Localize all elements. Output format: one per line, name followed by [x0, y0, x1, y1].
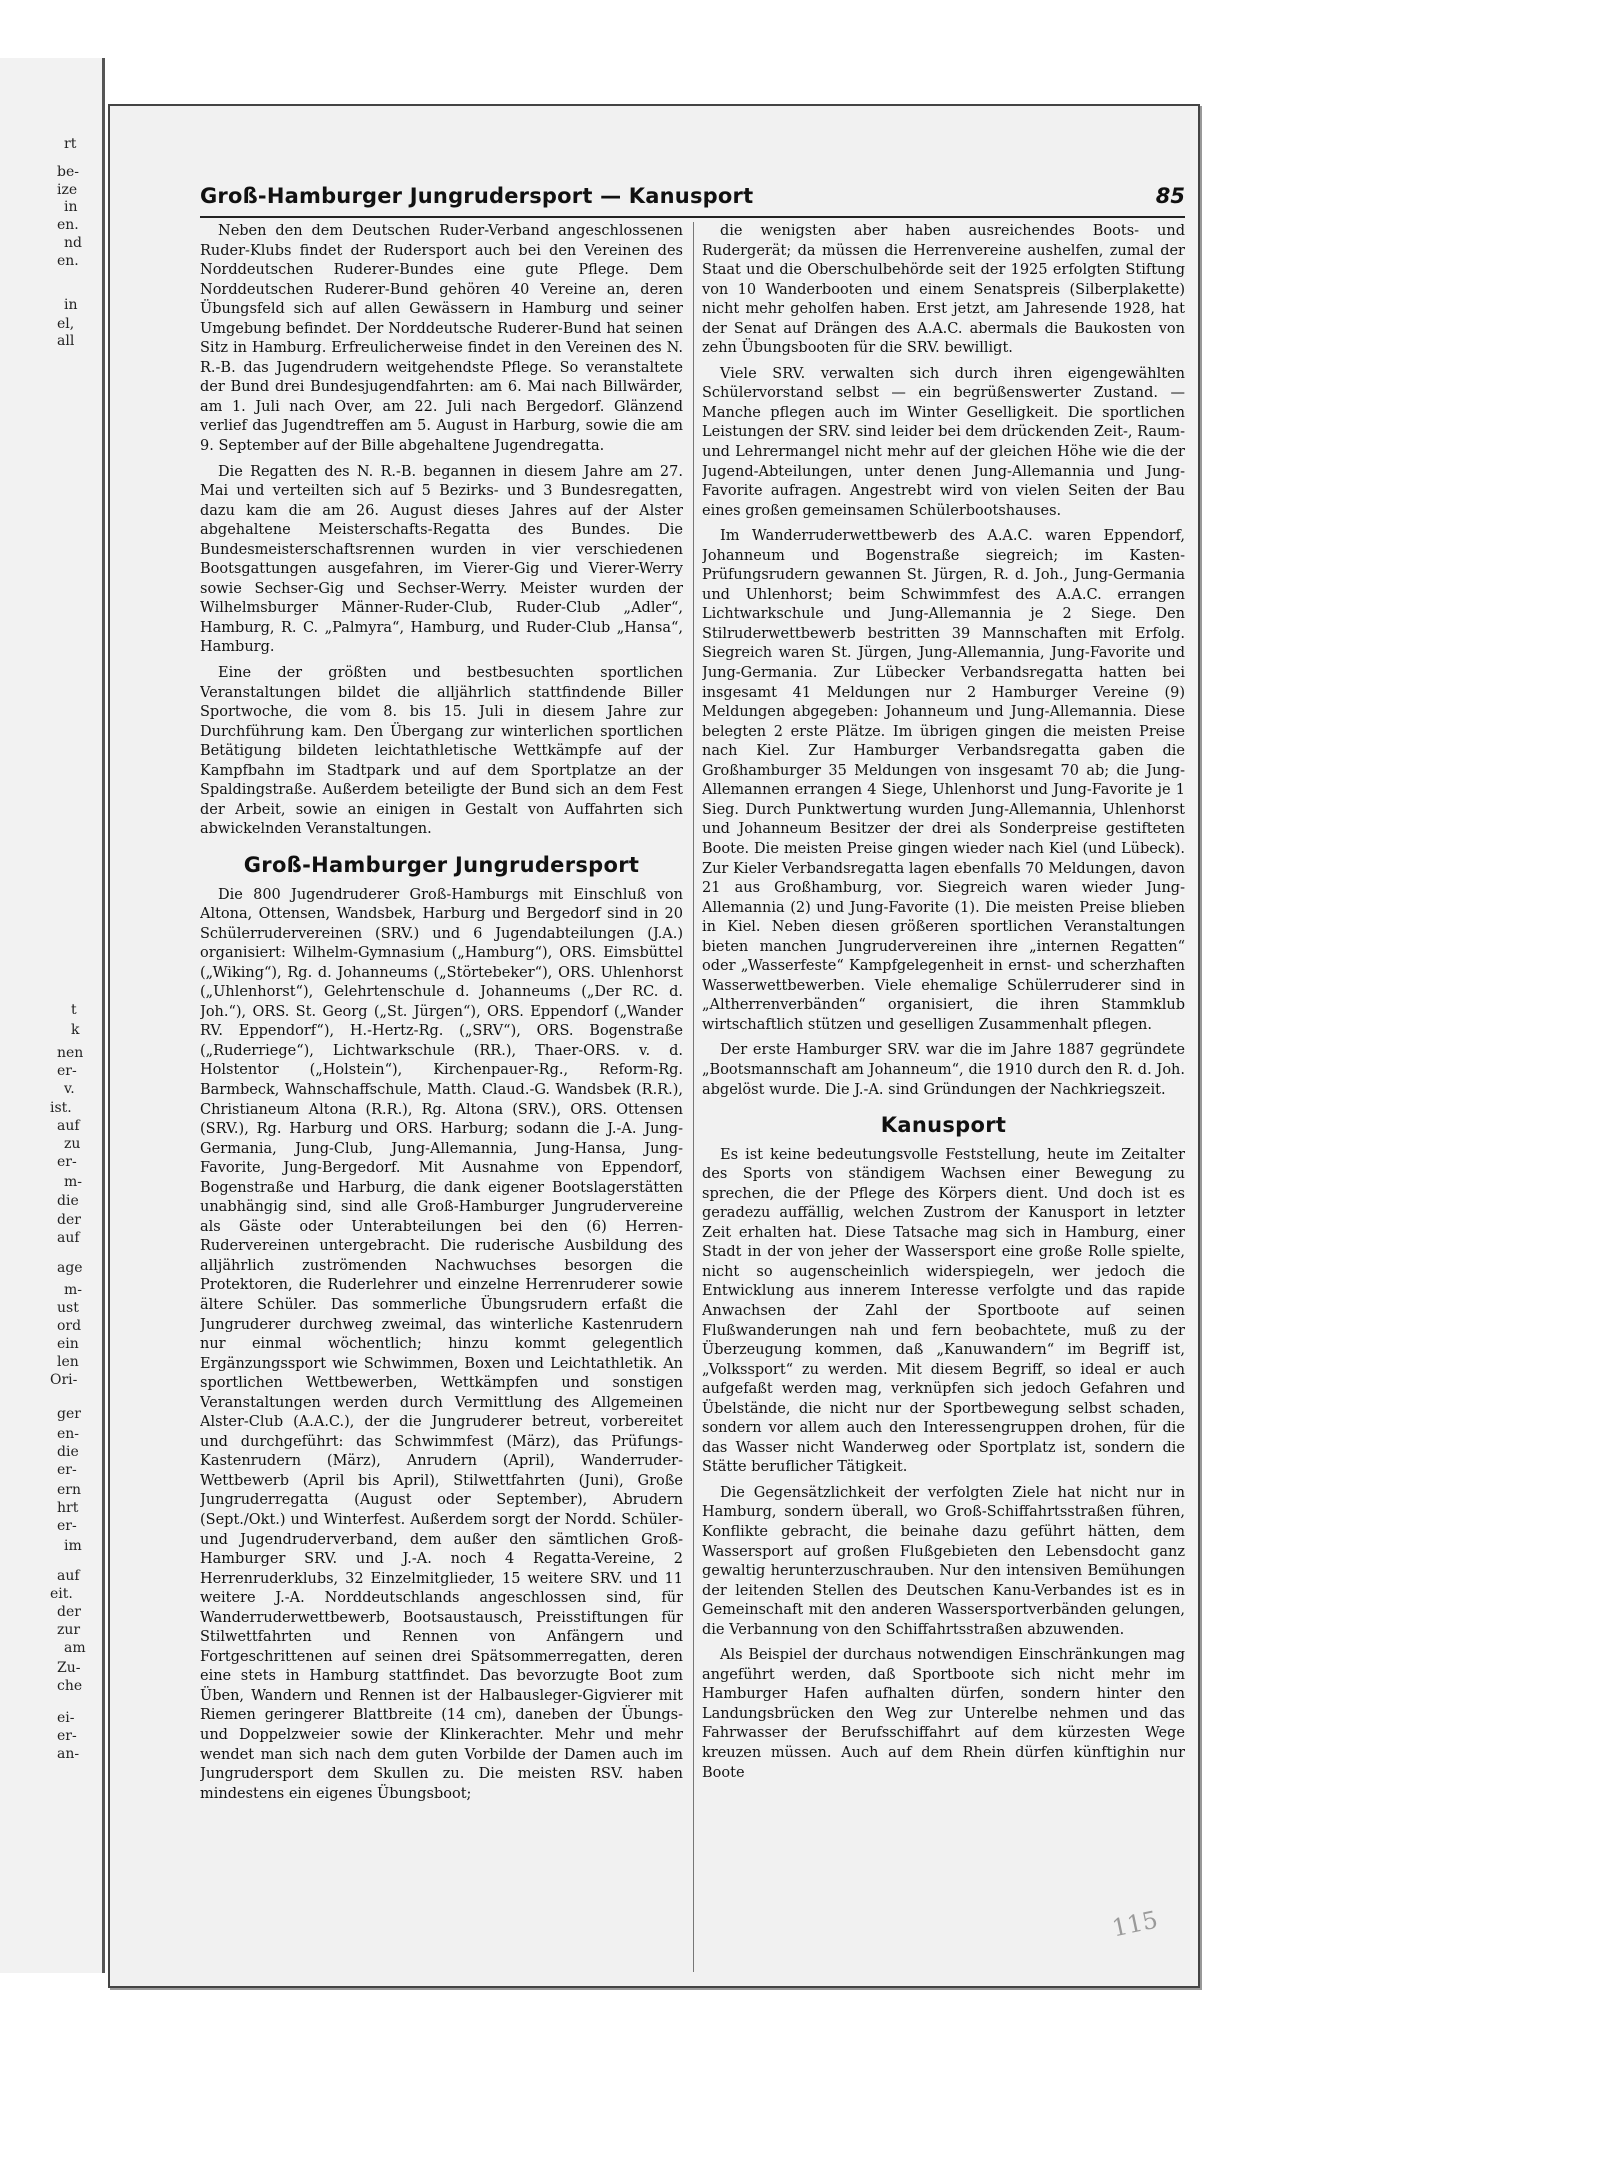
paragraph: Die 800 Jugendruderer Groß-Hamburgs mit Einschluß von Altona, Ottensen, Wandsbek, Harburg und Bergedorf sind in 20 Schülerrudervereinen (SRV.) und 6 Jugendabteilungen (J.A.) organisiert: Wilhelm-Gymnasium („Hamburg“), ORS. Eimsbüttel („Wiking“), Rg. d. Johanneums („Störtebeker“), ORS. Uhlenhorst („Uhlenhorst“), Gelehrtenschule d. Johanneums („Der RC. d. Joh.“), ORS. St. Georg („St. Jürgen“), ORS. Eppendorf („Wander RV. Eppendorf“), H.-Hertz-Rg. („SRV“), ORS. Bogenstraße („Ruderriege“), Lichtwarkschule (RR.), Thaer-ORS. v. d. Holstentor („Holstein“), Kirchenpauer-Rg., Reform-Rg. Barmbeck, Wahnschaffschule, Matth. Claud.-G. Wandsbek (R.R.), Christianeum Altona (R.R.), Rg. Altona (SRV.), ORS. Ottensen (SRV.), Rg. Harburg und ORS. Harburg; sodann die J.-A. Jung-Germania, Jung-Club, Jung-Allemannia, Jung-Hansa, Jung-Favorite, Jung-Bergedorf. Mit Ausnahme von Eppendorf, Bogenstraße und Harburg, die dank eigener Bootslagerstätten unabhängig sind, sind alle Groß-Hamburger Jungrudervereine als Gäste oder Unterabteilungen bei den (6) Herren-Rudervereinen untergebracht. Die ruderische Ausbildung des alljährlich zuströmenden Nachwuchses besorgen die Protektoren, die Ruderlehrer und einzelne Herrenruderer sowie ältere Schüler. Das sommerliche Übungsrudern erfaßt die Jungruderer durchweg zweimal, das winterliche Kastenrudern nur einmal wöchentlich; hinzu kommt gelegentlich Ergänzungssport wie Schwimmen, Boxen und Leichtathletik. An sportlichen Wettbewerben, Wettkämpfen und sonstigen Veranstaltungen werden durch Vermittlung des Allgemeinen Alster-Club (A.A.C.), der die Jungruderer betreut, vorbereitet und durchgeführt: das Schwimmfest (März), das Prüfungs-Kastenrudern (März), Anrudern (April), Wanderruder-Wettbewerb (April bis April), Stilwettfahrten (Juni), Große Jungruderregatta (August oder September), Abrudern (Sept./Okt.) und Winterfest. Außerdem sorgt der Nordd. Schüler- und Jugendruderverband, dem außer den sämtlichen Groß-Hamburger SRV. und J.-A. noch 4 Regatta-Vereine, 2 Herrenruderklubs, 32 Einzelmitglieder, 15 weitere SRV. und 11 weitere J.-A. Norddeutschlands angeschlossen sind, für Wanderruderwettbewerb, Bootsaustausch, Preisstiftungen für Stilwettfahrten und Rennen von Anfängern und Fortgeschrittenen auf seinen drei Spätsommerregatten, deren eine stets in Hamburg stattfindet. Das bevorzugte Boot zum Üben, Wandern und Rennen ist der Halbausleger-Gigvierer mit Riemen geringerer Blattbreite (14 cm), daneben der Übungs- und Doppelzweier sowie der Klinkerachter. Mehr und mehr wendet man sich nach dem guten Vorbilde der Damen auch im Jungrudersport dem Skullen zu. Die meisten RSV. haben mindestens ein eigenes Übungsboot;	[200, 886, 683, 1802]
scan-background-bottom	[0, 2050, 1600, 2177]
adjacent-page-text-fragment: v.	[64, 1081, 75, 1097]
paragraph: Die Gegensätzlichkeit der verfolgten Ziele hat nicht nur in Hamburg, sondern überall, wo Groß-Schiffahrtsstraßen führen, Konflikte gebracht, die beinahe dazu geführt hätten, dem Wassersport auf großen Flußgebieten den Lebensdocht ganz gewaltig herunterzuschrauben. Nur den intensiven Bemühungen der leitenden Stellen des Deutschen Kanu-Verbandes ist es in Gemeinschaft mit den anderen Wassersportverbänden gelungen, die Verbannung von den Schiffahrtsstraßen abzuwenden.	[702, 1484, 1185, 1638]
page-number: 85	[1155, 184, 1185, 208]
adjacent-page-text-fragment: am	[64, 1640, 86, 1656]
adjacent-page-text-fragment: auf	[57, 1118, 80, 1134]
adjacent-page-text-fragment: die	[57, 1444, 79, 1460]
paragraph: Neben den dem Deutschen Ruder-Verband angeschlossenen Ruder-Klubs findet der Rudersport auch bei den Vereinen des Norddeutschen Ruderer-Bundes eine gute Pflege. Dem Norddeutschen Ruderer-Bund gehören 40 Vereine an, deren Übungsfeld sich auf allen Gewässern in Hamburg und seiner Umgebung befindet. Der Norddeutsche Ruderer-Bund hat seinen Sitz in Hamburg. Erfreulicherweise findet in den Vereinen des N. R.-B. das Jugendrudern weitgehendste Pflege. So veranstaltete der Bund drei Bundesjugendfahrten: am 6. Mai nach Billwärder, am 1. Juli nach Over, am 22. Juli nach Bergedorf. Glänzend verlief das Jugendtreffen am 5. August in Harburg, sowie die am 9. September auf der Bille abgehaltene Jugendregatta.	[200, 223, 683, 455]
adjacent-page-text-fragment: ei-	[57, 1710, 75, 1726]
paragraph: Viele SRV. verwalten sich durch ihren eigengewählten Schülervorstand selbst — ein begrüßenswerter Zustand. — Manche pflegen auch im Winter Geselligkeit. Die sportlichen Leistungen der SRV. sind leider bei dem drückenden Zeit-, Raum- und Lehrermangel nicht mehr auf der gleichen Höhe wie die der Jugend-Abteilungen, unter denen Jung-Allemannia und Jung-Favorite aufragen. Angestrebt wird von vielen Seiten der Bau eines großen gemeinsamen Schülerbootshauses.	[702, 365, 1185, 519]
adjacent-page-text-fragment: eit.	[50, 1586, 73, 1602]
adjacent-page-text-fragment: che	[57, 1678, 83, 1694]
paragraph: Der erste Hamburger SRV. war die im Jahre 1887 gegründete „Bootsmannschaft am Johanneum“, die 1910 durch den R. d. Joh. abgelöst wurde. Die J.-A. sind Gründungen der Nachkriegszeit.	[702, 1042, 1185, 1098]
section-heading: Kanusport	[880, 1113, 1007, 1138]
adjacent-page-text-fragment: ger	[57, 1406, 81, 1422]
paragraph: Eine der größten und bestbesuchten sportlichen Veranstaltungen bildet die alljährlich stattfindende Biller Sportwoche, die vom 8. bis 15. Juli in diesem Jahre zur Durchführung kam. Den Übergang zur winterlichen sportlichen Betätigung bildeten leichtathletische Wettkämpfe auf der Kampfbahn im Stadtpark und auf dem Sportplatze an der Spaldingstraße. Außerdem beteiligte der Bund sich an dem Fest der Arbeit, sowie an einigen in Gestalt von Auffahrten sich abwickelnden Veranstaltungen.	[200, 665, 683, 838]
adjacent-page-text-fragment: ist.	[50, 1100, 72, 1116]
paragraph: die wenigsten aber haben ausreichendes Boots- und Rudergerät; da müssen die Herrenvereine aushelfen, zumal der Staat und die Oberschulbehörde seit der 1925 erfolgten Stiftung von 10 Wanderbooten und einem Senatspreis (Silberplakette) nicht mehr geholfen haben. Erst jetzt, am Jahresende 1928, hat der Senat auf Drängen des A.A.C. abermals die Baukosten von zehn Übungsbooten für die SRV. bewilligt.	[702, 223, 1185, 357]
adjacent-page-text-fragment: in	[64, 199, 78, 215]
paragraph: Im Wanderruderwettbewerb des A.A.C. waren Eppendorf, Johanneum und Bogenstraße siegreich; im Kasten-Prüfungsrudern gewannen St. Jürgen, R. d. Joh., Jung-Germania und Uhlenhorst; beim Schwimmfest des A.A.C. errangen Lichtwarkschule und Jung-Allemannia je 2 Siege. Den Stilruderwettbewerb bestritten 39 Mannschaften mit Erfolg. Siegreich waren St. Jürgen, Jung-Allemannia, Jung-Favorite und Jung-Germania. Zur Lübecker Verbandsregatta hatten bei insgesamt 41 Meldungen nur 2 Hamburger Vereine (9) Meldungen abgegeben: Johanneum und Jung-Allemannia. Diese belegten 2 erste Plätze. Im übrigen gingen die meisten Preise nach Kiel. Zur Hamburger Verbandsregatta gaben die Großhamburger 35 Meldungen von insgesamt 70 ab; die Jung-Allemannen errangen 4 Siege, Uhlenhorst und Jung-Favorite je 1 Sieg. Durch Punktwertung wurden Jung-Allemannia, Uhlenhorst und Johanneum Besitzer der drei als Sonderpreise gestifteten Boote. Die meisten Preise gingen wieder nach Kiel (und Lübeck). Zur Kieler Verbandsregatta lagen ebenfalls 70 Meldungen, davon 21 aus Großhamburg, vor. Siegreich waren wieder Jung-Allemannia (2) und Jung-Favorite (1). Die meisten Preise blieben in Kiel. Neben diesen größeren sportlichen Veranstaltungen bieten manchen Jungrudervereinen ihre „internen Regatten“ oder „Wasserfeste“ Kampfgelegenheit in ernst- und scherzhaften Wasserwettbewerben. Viele ehemalige Schülerruderer sind in „Altherrenverbänden“ organisiert, die ihren Stammklub wirtschaftlich stützen und geselligen Zusammenhalt pflegen.	[702, 528, 1185, 1033]
adjacent-page-text-fragment: ein	[57, 1336, 79, 1352]
adjacent-page-text-fragment: en.	[57, 217, 79, 233]
adjacent-page-text-fragment: age	[57, 1260, 83, 1276]
right-column	[702, 222, 1185, 1982]
adjacent-page-text-fragment: auf	[57, 1230, 80, 1246]
adjacent-page-text-fragment: er-	[57, 1154, 77, 1170]
adjacent-page-text-fragment: auf	[57, 1568, 80, 1584]
adjacent-page-text-fragment: be-	[57, 164, 79, 180]
adjacent-page-text-fragment: m-	[64, 1174, 83, 1190]
book-page	[108, 104, 1200, 1988]
adjacent-page-text-fragment: el,	[57, 316, 75, 332]
adjacent-page-text-fragment: er-	[57, 1063, 77, 1079]
adjacent-page-text-fragment: nen	[57, 1045, 84, 1061]
adjacent-page-text-fragment: er-	[57, 1518, 77, 1534]
adjacent-page-text-fragment: ust	[57, 1300, 79, 1316]
adjacent-page-text-fragment: en-	[57, 1426, 80, 1442]
adjacent-page-text-fragment: der	[57, 1212, 81, 1228]
adjacent-page-text-fragment: k	[71, 1022, 80, 1038]
handwritten-page-stamp: 115	[1109, 1905, 1161, 1943]
adjacent-page-text-fragment: len	[57, 1354, 79, 1370]
adjacent-page-text-fragment: in	[64, 297, 78, 313]
adjacent-page-text-fragment: im	[64, 1538, 82, 1554]
adjacent-page-text-fragment: er-	[57, 1728, 77, 1744]
adjacent-page-edge	[0, 58, 105, 1973]
column-divider	[693, 222, 694, 1972]
running-title: Groß-Hamburger Jungrudersport — Kanusport	[200, 184, 754, 208]
adjacent-page-text-fragment: m-	[64, 1282, 83, 1298]
adjacent-page-text-fragment: zu	[64, 1136, 81, 1152]
adjacent-page-text-fragment: zur	[57, 1622, 81, 1638]
adjacent-page-text-fragment: der	[57, 1604, 81, 1620]
running-header	[200, 182, 1185, 218]
adjacent-page-text-fragment: ize	[57, 182, 78, 198]
section-heading: Groß-Hamburger Jungrudersport	[243, 852, 640, 877]
adjacent-page-text-fragment: hrt	[57, 1500, 79, 1516]
adjacent-page-text-fragment: an-	[57, 1746, 80, 1762]
adjacent-page-text-fragment: nd	[64, 235, 82, 251]
adjacent-page-text-fragment: Ori-	[50, 1372, 78, 1388]
adjacent-page-text-fragment: ern	[57, 1482, 81, 1498]
adjacent-page-text-fragment: ord	[57, 1318, 82, 1334]
paragraph: Die Regatten des N. R.-B. begannen in diesem Jahre am 27. Mai und verteilten sich auf 5 Bezirks- und 3 Bundesregatten, dazu kam die am 26. August dieses Jahres auf der Alster abgehaltene Meisterschafts-Regatta des Bundes. Die Bundesmeisterschaftsrennen wurden in vier verschiedenen Bootsgattungen ausgefahren, im Vierer-Gig und Vierer-Werry sowie Sechser-Gig und Sechser-Werry. Meister wurden der Wilhelmsburger Männer-Ruder-Club, Ruder-Club „Adler“, Hamburg, R. C. „Palmyra“, Hamburg, und Ruder-Club „Hansa“, Hamburg.	[200, 463, 683, 656]
adjacent-page-text-fragment: rt	[64, 136, 77, 152]
adjacent-page-text-fragment: Zu-	[57, 1660, 81, 1676]
scan-background-top	[0, 0, 1600, 50]
adjacent-page-text-fragment: all	[57, 333, 75, 349]
paragraph: Es ist keine bedeutungsvolle Feststellung, heute im Zeitalter des Sports von ständigem Wachsen einer Bewegung zu sprechen, die der Pflege des Körpers dient. Und doch ist es geradezu auffällig, welchen Zustrom der Kanusport in letzter Zeit erhalten hat. Diese Tatsache mag sich in Hamburg, einer Stadt in der von jeher der Wassersport eine große Rolle spielte, nicht so augenscheinlich widerspiegeln, wer jedoch die Entwicklung aus innerem Interesse verfolgte und das rapide Anwachsen der Zahl der Sportboote auf seinen Flußwanderungen nah und fern beobachtete, muß zu der Überzeugung kommen, daß „Kanuwandern“ im Begriff ist, „Volkssport“ zu werden. Mit diesem Begriff, so ideal er auch aufgefaßt werden mag, verknüpfen sich jedoch Gefahren und Übelstände, die nicht nur der Sportbewegung selbst schaden, sondern vor allem auch den Interessengruppen drohen, für die das Wasser nicht Wanderweg oder Sportplatz ist, sondern die Stätte beruflicher Tätigkeit.	[702, 1146, 1185, 1476]
adjacent-page-text-fragment: t	[71, 1002, 77, 1018]
paragraph: Als Beispiel der durchaus notwendigen Einschränkungen mag angeführt werden, daß Sportboote sich nicht mehr im Hamburger Hafen aufhalten dürfen, sondern hinter den Landungsbrücken den Weg zur Unterelbe nehmen und das Fahrwasser der Berufsschiffahrt auf dem kürzesten Wege kreuzen müssen. Auch auf dem Rhein dürfen künftighin nur Boote	[702, 1647, 1185, 1781]
adjacent-page-text-fragment: die	[57, 1193, 79, 1209]
adjacent-page-text-fragment: er-	[57, 1462, 77, 1478]
left-column	[200, 222, 683, 1982]
adjacent-page-text-fragment: en.	[57, 253, 79, 269]
